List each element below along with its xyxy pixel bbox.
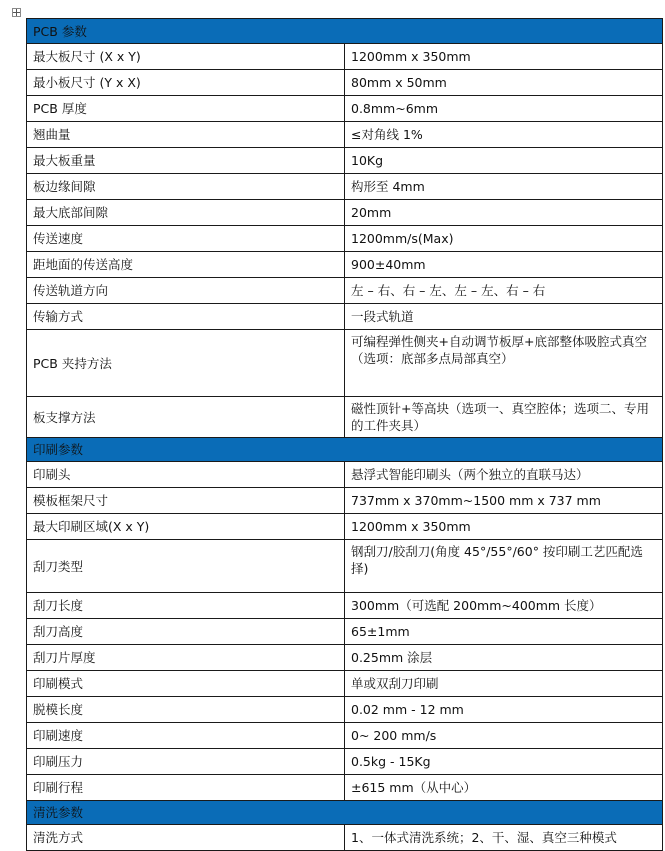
row-label: PCB 厚度	[27, 96, 345, 122]
table-row	[27, 697, 663, 723]
row-label: PCB 夹持方法	[27, 330, 345, 397]
table-row	[27, 671, 663, 697]
row-value: 钢刮刀/胶刮刀(角度 45°/55°/60° 按印刷工艺匹配选择)	[345, 540, 663, 593]
table-row	[27, 593, 663, 619]
row-value: 0~ 200 mm/s	[345, 723, 663, 749]
table-row	[27, 252, 663, 278]
row-value: 悬浮式智能印刷头（两个独立的直联马达）	[345, 462, 663, 488]
table-row	[27, 514, 663, 540]
table-row	[27, 462, 663, 488]
row-label: 印刷模式	[27, 671, 345, 697]
row-value: 65±1mm	[345, 619, 663, 645]
row-label: 刮刀类型	[27, 540, 345, 593]
row-value: 0.02 mm - 12 mm	[345, 697, 663, 723]
row-value: 10Kg	[345, 148, 663, 174]
row-value: 1200mm/s(Max)	[345, 226, 663, 252]
table-row	[27, 397, 663, 438]
table-row	[27, 488, 663, 514]
table-row	[27, 278, 663, 304]
row-value: 737mm x 370mm~1500 mm x 737 mm	[345, 488, 663, 514]
table-row	[27, 619, 663, 645]
row-label: 板边缘间隙	[27, 174, 345, 200]
row-label: 印刷速度	[27, 723, 345, 749]
table-row	[27, 749, 663, 775]
section-title: 印刷参数	[27, 438, 663, 462]
section-header-cleaning	[27, 801, 663, 825]
row-label: 传送轨道方向	[27, 278, 345, 304]
row-value: ±615 mm（从中心）	[345, 775, 663, 801]
table-row	[27, 96, 663, 122]
row-label: 距地面的传送高度	[27, 252, 345, 278]
table-row	[27, 200, 663, 226]
row-value: ≤对角线 1%	[345, 122, 663, 148]
table-row	[27, 825, 663, 851]
row-value: 1、一体式清洗系统；2、干、湿、真空三种模式	[345, 825, 663, 851]
row-value: 20mm	[345, 200, 663, 226]
row-value: 1200mm x 350mm	[345, 514, 663, 540]
row-label: 刮刀长度	[27, 593, 345, 619]
table-row	[27, 304, 663, 330]
row-value: 80mm x 50mm	[345, 70, 663, 96]
row-label: 印刷行程	[27, 775, 345, 801]
row-label: 刮刀高度	[27, 619, 345, 645]
section-title: 清洗参数	[27, 801, 663, 825]
table-row	[27, 122, 663, 148]
row-value: 单或双刮刀印刷	[345, 671, 663, 697]
row-label: 最大印刷区域(X x Y)	[27, 514, 345, 540]
table-row	[27, 148, 663, 174]
row-label: 最小板尺寸 (Y x X)	[27, 70, 345, 96]
table-row	[27, 44, 663, 70]
row-value: 磁性顶针+等高块（选项一、真空腔体；选项二、专用的工件夹具）	[345, 397, 663, 438]
spec-table	[26, 18, 663, 851]
table-row	[27, 540, 663, 593]
row-label: 印刷头	[27, 462, 345, 488]
section-title: PCB 参数	[27, 19, 663, 44]
row-label: 模板框架尺寸	[27, 488, 345, 514]
row-label: 最大板尺寸 (X x Y)	[27, 44, 345, 70]
row-label: 清洗方式	[27, 825, 345, 851]
table-row	[27, 723, 663, 749]
table-row	[27, 174, 663, 200]
table-row	[27, 775, 663, 801]
row-label: 传送速度	[27, 226, 345, 252]
row-label: 最大板重量	[27, 148, 345, 174]
table-row	[27, 226, 663, 252]
table-row	[27, 70, 663, 96]
row-value: 0.5kg - 15Kg	[345, 749, 663, 775]
row-label: 脱模长度	[27, 697, 345, 723]
row-label: 印刷压力	[27, 749, 345, 775]
section-header-printing	[27, 438, 663, 462]
row-value: 1200mm x 350mm	[345, 44, 663, 70]
row-label: 传输方式	[27, 304, 345, 330]
row-label: 刮刀片厚度	[27, 645, 345, 671]
row-value: 左 – 右、右 – 左、左 – 左、右 – 右	[345, 278, 663, 304]
row-value: 900±40mm	[345, 252, 663, 278]
row-value: 0.8mm~6mm	[345, 96, 663, 122]
row-value: 一段式轨道	[345, 304, 663, 330]
section-header-pcb	[27, 19, 663, 44]
row-label: 最大底部间隙	[27, 200, 345, 226]
table-row	[27, 330, 663, 397]
row-value: 0.25mm 涂层	[345, 645, 663, 671]
table-row	[27, 645, 663, 671]
row-label: 板支撑方法	[27, 397, 345, 438]
row-value: 构形至 4mm	[345, 174, 663, 200]
row-value: 可编程弹性侧夹+自动调节板厚+底部整体吸腔式真空（选项：底部多点局部真空）	[345, 330, 663, 397]
table-move-handle-icon[interactable]	[12, 8, 21, 17]
row-value: 300mm（可选配 200mm~400mm 长度）	[345, 593, 663, 619]
row-label: 翘曲量	[27, 122, 345, 148]
